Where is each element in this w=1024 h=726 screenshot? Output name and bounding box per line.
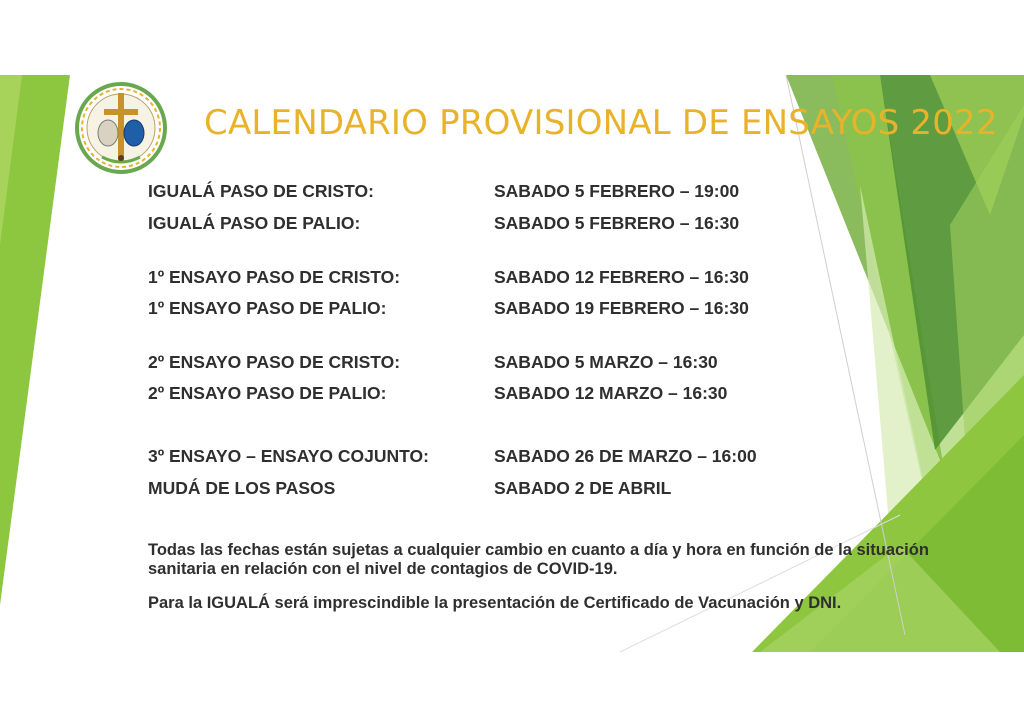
vaccination-notice: Para la IGUALÁ será imprescindible la presentación de Certificado de Vacunación y DNI. <box>148 594 842 612</box>
schedule-label: 2º ENSAYO PASO DE CRISTO: <box>148 352 401 372</box>
slide <box>0 75 1024 652</box>
schedule-label: 3º ENSAYO – ENSAYO COJUNTO: <box>148 446 429 466</box>
schedule-label: 1º ENSAYO PASO DE CRISTO: <box>148 267 401 287</box>
schedule-date: SABADO 2 DE ABRIL <box>494 478 672 498</box>
schedule-date: SABADO 12 MARZO – 16:30 <box>494 383 728 403</box>
covid-notice: Todas las fechas están sujetas a cualquier cambio en cuanto a día y hora en función de la situación sanitaria en relación con el nivel de contagios de COVID-19. <box>148 541 929 578</box>
schedule-date: SABADO 12 FEBRERO – 16:30 <box>494 267 749 287</box>
schedule-label: IGUALÁ PASO DE PALIO: <box>148 213 361 233</box>
schedule-label: 2º ENSAYO PASO DE PALIO: <box>148 383 387 403</box>
schedule-date: SABADO 5 FEBRERO – 19:00 <box>494 181 740 201</box>
schedule-label: MUDÁ DE LOS PASOS <box>148 478 336 498</box>
schedule-date: SABADO 5 FEBRERO – 16:30 <box>494 213 740 233</box>
slide-title: CALENDARIO PROVISIONAL DE ENSAYOS 2022 <box>204 103 998 143</box>
schedule-date: SABADO 5 MARZO – 16:30 <box>494 352 718 372</box>
schedule-label: 1º ENSAYO PASO DE PALIO: <box>148 298 387 318</box>
schedule-label: IGUALÁ PASO DE CRISTO: <box>148 181 374 201</box>
schedule-date: SABADO 19 FEBRERO – 16:30 <box>494 298 749 318</box>
brotherhood-crest-icon <box>74 81 168 175</box>
schedule-date: SABADO 26 DE MARZO – 16:00 <box>494 446 757 466</box>
